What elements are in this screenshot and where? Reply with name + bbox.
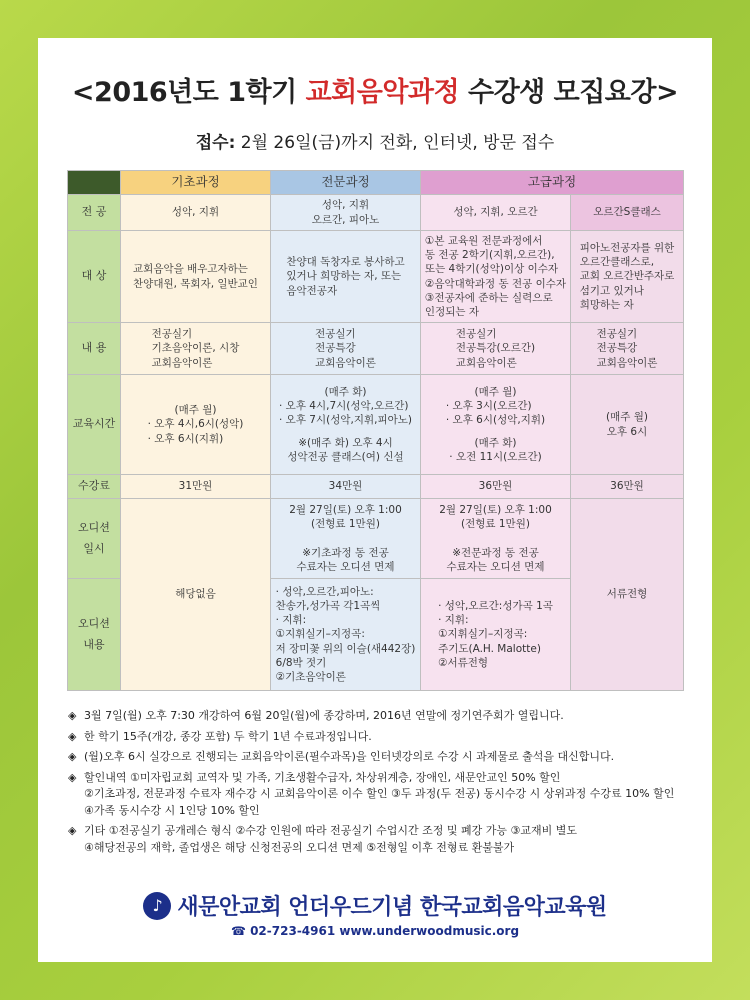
time-adv	[421, 375, 571, 475]
content-basic-text: 전공실기 기초음악이론, 시창 교회음악이론	[151, 328, 240, 369]
audition-date-adv-text: 2월 27일(토) 오후 1:00 (전형료 1만원) ※전문과정 동 전공 수료자는 오디션 면제	[439, 504, 552, 573]
row-label-audition-content	[68, 579, 121, 691]
target-basic-text: 교회음악을 배우고자하는 찬양대원, 목회자, 일반교인	[133, 263, 258, 290]
time-basic-head: (매주 월)	[174, 404, 217, 417]
header-pro: 전문과정	[271, 171, 421, 195]
target-organ	[571, 231, 684, 323]
row-major	[68, 195, 684, 231]
audition-date-adv	[421, 499, 571, 579]
time-adv-text: · 오후 3시(오르간) · 오후 6시(성악,지휘)	[445, 400, 546, 427]
title-suffix: 수강생 모집요강>	[459, 77, 679, 108]
note-text: (월)오후 6시 실강으로 진행되는 교회음악이론(필수과목)을 인터넷강의로 수강 시 과제물로 출석을 대신합니다.	[84, 750, 615, 763]
note-item	[68, 729, 688, 746]
row-content	[68, 323, 684, 375]
time-basic	[121, 375, 271, 475]
audition-organ: 서류전형	[571, 499, 684, 691]
note-item	[68, 749, 688, 766]
row-label-fee: 수강료	[68, 475, 121, 499]
target-pro	[271, 231, 421, 323]
time-adv-head: (매주 월)	[474, 386, 517, 399]
audition-date-pro	[271, 499, 421, 579]
title-highlight: 교회음악과정	[305, 77, 460, 108]
major-adv-text: 성악, 지휘, 오르간	[453, 206, 538, 219]
major-organ-text: 오르간S클래스	[593, 206, 661, 219]
organization-name-text: 새문안교회 언더우드기념 한국교회음악교육원	[177, 895, 607, 920]
time-adv-head2: (매주 화)	[474, 436, 517, 449]
major-basic-text: 성악, 지휘	[171, 206, 220, 219]
diamond-bullet-icon: ◈	[68, 709, 77, 722]
row-audition-date	[68, 499, 684, 579]
note-item	[68, 823, 688, 856]
target-adv-text: ①본 교육원 전문과정에서 동 전공 2학기(지휘,오르간), 또는 4학기(성악)이상 이수자 ②음악대학과정 동 전공 이수자 ③전공자에 준하는 실력으로 인정되는 자	[424, 234, 567, 318]
registration-text: 2월 26일(금)까지 전화, 인터넷, 방문 접수	[235, 133, 555, 153]
content-basic	[121, 323, 271, 375]
row-label-time: 교육시간	[68, 375, 121, 475]
diamond-bullet-icon: ◈	[68, 750, 77, 763]
audition-date-pro-text: 2월 27일(토) 오후 1:00 (전형료 1만원) ※기초과정 동 전공 수료자는 오디션 면제	[289, 504, 402, 573]
note-text: 기타 ①전공실기 공개레슨 형식 ②수강 인원에 따라 전공실기 수업시간 조정 및 폐강 가능 ③교재비 별도 ④해당전공의 재학, 졸업생은 해당 신청전공의 오디션 면제 ⑤전형일 이후 전형료 환불불가	[84, 824, 577, 854]
major-basic	[121, 195, 271, 231]
fee-basic: 31만원	[121, 475, 271, 499]
note-item	[68, 708, 688, 725]
content-organ-text: 전공실기 전공특강 교회음악이론	[596, 328, 658, 369]
poster	[38, 38, 712, 962]
audition-content-adv	[421, 579, 571, 691]
row-label-content: 내 용	[68, 323, 121, 375]
lyre-logo-icon: ♪	[143, 892, 171, 920]
phone-icon: ☎	[230, 924, 246, 938]
contact-text: 02-723-4961 www.underwoodmusic.org	[245, 924, 520, 938]
content-adv	[421, 323, 571, 375]
row-label-audition-date	[68, 499, 121, 579]
time-pro	[271, 375, 421, 475]
time-adv-text2: · 오전 11시(오르간)	[449, 450, 542, 463]
time-pro-spacer	[274, 428, 417, 436]
fee-organ: 36만원	[571, 475, 684, 499]
registration-info	[38, 128, 712, 153]
header-basic: 기초과정	[121, 171, 271, 195]
fee-pro: 34만원	[271, 475, 421, 499]
target-pro-text: 찬양대 독창자로 봉사하고 있거나 희망하는 자, 또는 음악전공자	[286, 256, 405, 297]
note-text: 3월 7일(월) 오후 7:30 개강하여 6월 20일(월)에 종강하며, 2016년 연말에 정기연주회가 열립니다.	[84, 709, 564, 722]
row-label-audition-date-text: 오디션 일시	[78, 520, 110, 555]
content-pro	[271, 323, 421, 375]
audition-content-pro-text: · 성악,오르간,피아노: 찬송가,성가곡 각1곡씩 · 지휘: ①지휘실기–지정곡: 저 장미꽃 위의 이슬(새442장) 6/8박 젓기 ②기초음악이론	[275, 585, 416, 683]
organization-name	[38, 890, 712, 922]
time-organ-text: (매주 월) 오후 6시	[606, 411, 648, 438]
note-text: 한 학기 15주(개강, 종강 포함) 두 학기 1년 수료과정입니다.	[84, 729, 372, 743]
header-corner	[68, 171, 121, 195]
row-time	[68, 375, 684, 475]
course-table	[67, 170, 684, 691]
content-pro-text: 전공실기 전공특강 교회음악이론	[315, 328, 376, 369]
registration-label: 접수:	[195, 133, 236, 153]
time-organ	[571, 375, 684, 475]
diamond-bullet-icon: ◈	[68, 729, 77, 743]
header-adv: 고급과정	[421, 171, 684, 195]
major-organ	[571, 195, 684, 231]
major-pro	[271, 195, 421, 231]
time-pro-note: ※(매주 화) 오후 4시 성악전공 클래스(여) 신설	[287, 436, 404, 463]
row-target	[68, 231, 684, 323]
time-adv-spacer	[424, 428, 567, 436]
row-label-audition-content-text: 오디션 내용	[78, 616, 110, 651]
audition-content-adv-text: · 성악,오르간:성가곡 1곡 · 지휘: ①지휘실기–지정곡: 주기도(A.H. Malotte) ②서류전형	[438, 600, 553, 669]
page-title	[38, 70, 712, 109]
time-basic-text: · 오후 4시,6시(성악) · 오후 6시(지휘)	[147, 418, 244, 445]
major-adv	[421, 195, 571, 231]
fee-adv: 36만원	[421, 475, 571, 499]
row-label-major: 전 공	[68, 195, 121, 231]
title-prefix: <2016년도 1학기	[71, 77, 306, 108]
row-label-target: 대 상	[68, 231, 121, 323]
major-pro-text: 성악, 지휘 오르간, 피아노	[311, 199, 380, 226]
audition-content-pro	[271, 579, 421, 691]
diamond-bullet-icon: ◈	[68, 770, 77, 784]
content-organ	[571, 323, 684, 375]
audition-basic: 해당없음	[121, 499, 271, 691]
time-pro-head: (매주 화)	[324, 386, 367, 399]
time-pro-text: · 오후 4시,7시(성악,오르간) · 오후 7시(성악,지휘,피아노)	[279, 400, 412, 427]
header-row	[68, 171, 684, 195]
row-fee	[68, 475, 684, 499]
target-adv	[421, 231, 571, 323]
content-adv-text: 전공실기 전공특강(오르간) 교회음악이론	[455, 328, 536, 369]
note-text: 할인내역 ①미자립교회 교역자 및 가족, 기초생활수급자, 차상위계층, 장애인, 새문안교인 50% 할인 ②기초과정, 전문과정 수료자 재수강 시 교회음악이론 이수 할인 ③두 과정(두 전공) 동시수강 시 상위과정 수강료 10% 할인 ④가족 동시수강 시 1인당 10% 할인	[84, 770, 675, 817]
note-item	[68, 770, 688, 820]
notes-list	[68, 708, 688, 860]
diamond-bullet-icon: ◈	[68, 824, 77, 837]
target-basic	[121, 231, 271, 323]
target-organ-text: 피아노전공자를 위한 오르간클래스로, 교회 오르간반주자로 섬기고 있거나 희망하는 자	[579, 242, 675, 311]
contact-info	[38, 924, 712, 938]
